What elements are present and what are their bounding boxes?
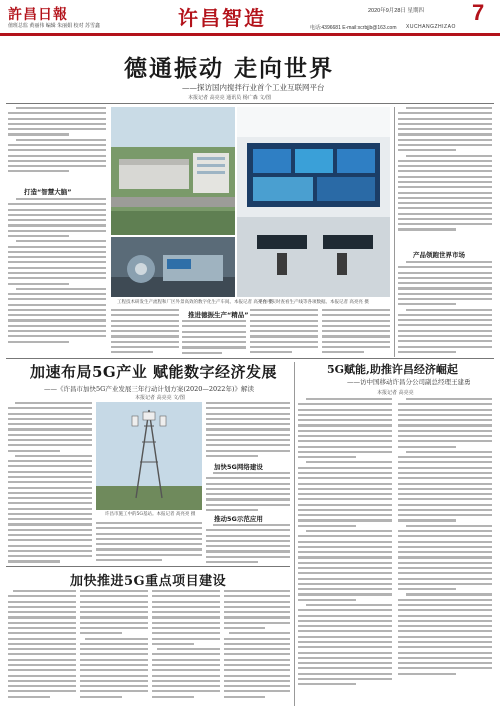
bottom-text-col1 xyxy=(8,590,76,706)
section-divider xyxy=(6,358,494,359)
lead-subheadline: ——探访国内搅拌行业首个工业互联网平台 xyxy=(182,83,325,92)
masthead xyxy=(0,0,500,36)
second-text-col1 xyxy=(8,402,92,564)
right-text-col1 xyxy=(298,398,392,706)
editor-credits: 值班总监 黄丽伟 编辑 朱丽娟 校对 苏雪鑫 xyxy=(8,23,100,29)
second-text-col3 xyxy=(206,402,290,460)
second-text-col3c xyxy=(206,524,290,564)
tower-photo-caption: 许昌市施工中的5G基站。本报记者 高亮亮 摄 xyxy=(105,512,196,517)
lead-subheading: 打造“智慧大脑” xyxy=(24,188,72,196)
second-heading-2: 推动5G示范应用 xyxy=(214,515,263,523)
second-text-col3b xyxy=(206,472,290,512)
lead-photo-caption-2: 平台可实时查看生产线等各项数据。本报记者 高亮亮 摄 xyxy=(258,300,369,305)
right-byline: 本报记者 高亮亮 xyxy=(377,390,414,396)
lead-text-col1 xyxy=(8,107,106,185)
tower-photo xyxy=(96,402,202,510)
factory-aerial-photo xyxy=(111,107,235,235)
lead-text-col2 xyxy=(111,309,179,357)
right-text-col2 xyxy=(398,398,492,706)
lead-byline: 本报记者 高亮亮 通讯员 杨广森 文/图 xyxy=(188,95,272,101)
side-text-col-a xyxy=(398,107,492,247)
lead-rule-top xyxy=(6,103,494,104)
lead-column-rule xyxy=(394,107,395,357)
contact-info: 电话:4396681 E-mail:xcrbjjb@163.com xyxy=(310,25,397,31)
lead-column-heading: 推进德振生产“精品” xyxy=(188,311,249,319)
machinery-photo xyxy=(111,237,235,297)
lead-text-col4 xyxy=(250,309,318,357)
bottom-text-col3 xyxy=(152,590,220,706)
right-column-rule xyxy=(294,362,295,706)
page-number: 7 xyxy=(472,0,485,25)
bottom-headline: 加快推进5G重点项目建设 xyxy=(70,574,227,589)
lead-text-col1b xyxy=(8,198,106,356)
lead-text-col5 xyxy=(322,309,390,357)
lead-photo-caption-1: 工程技术研发生产流程和厂区外景高效的数字化生产车间。本报记者 高亮亮 摄 xyxy=(117,300,273,305)
second-byline: 本报记者 高亮亮 文/图 xyxy=(135,395,185,401)
lead-headline: 德通振动 走向世界 xyxy=(124,55,335,82)
newspaper-logo: 許昌日報 xyxy=(8,7,68,23)
right-headline: 5G赋能,助推许昌经济崛起 xyxy=(327,363,458,376)
second-text-col2 xyxy=(96,522,202,564)
issue-date: 2020年9月28日 星期四 xyxy=(368,8,424,14)
masthead-rule xyxy=(0,33,500,36)
bottom-text-col2 xyxy=(80,590,148,706)
bottom-story-rule xyxy=(6,566,290,567)
control-room-photo xyxy=(237,107,390,297)
section-title: 许昌智造 xyxy=(178,6,266,30)
second-heading-1: 加快5G网络建设 xyxy=(214,463,263,471)
bottom-text-col4 xyxy=(224,590,290,706)
section-pinyin: XUCHANGZHIZAO xyxy=(406,24,456,30)
second-headline: 加速布局5G产业 赋能数字经济发展 xyxy=(30,363,277,381)
lead-text-col3 xyxy=(182,320,246,357)
second-subheadline: ——《许昌市加快5G产业发展三年行动计划方案(2020—2022年)》解读 xyxy=(44,385,254,393)
right-subheadline: ——访中国移动许昌分公司副总经理王建勇 xyxy=(347,378,471,386)
side-text-col-b xyxy=(398,261,492,357)
side-subheading: 产品领跑世界市场 xyxy=(413,251,465,259)
